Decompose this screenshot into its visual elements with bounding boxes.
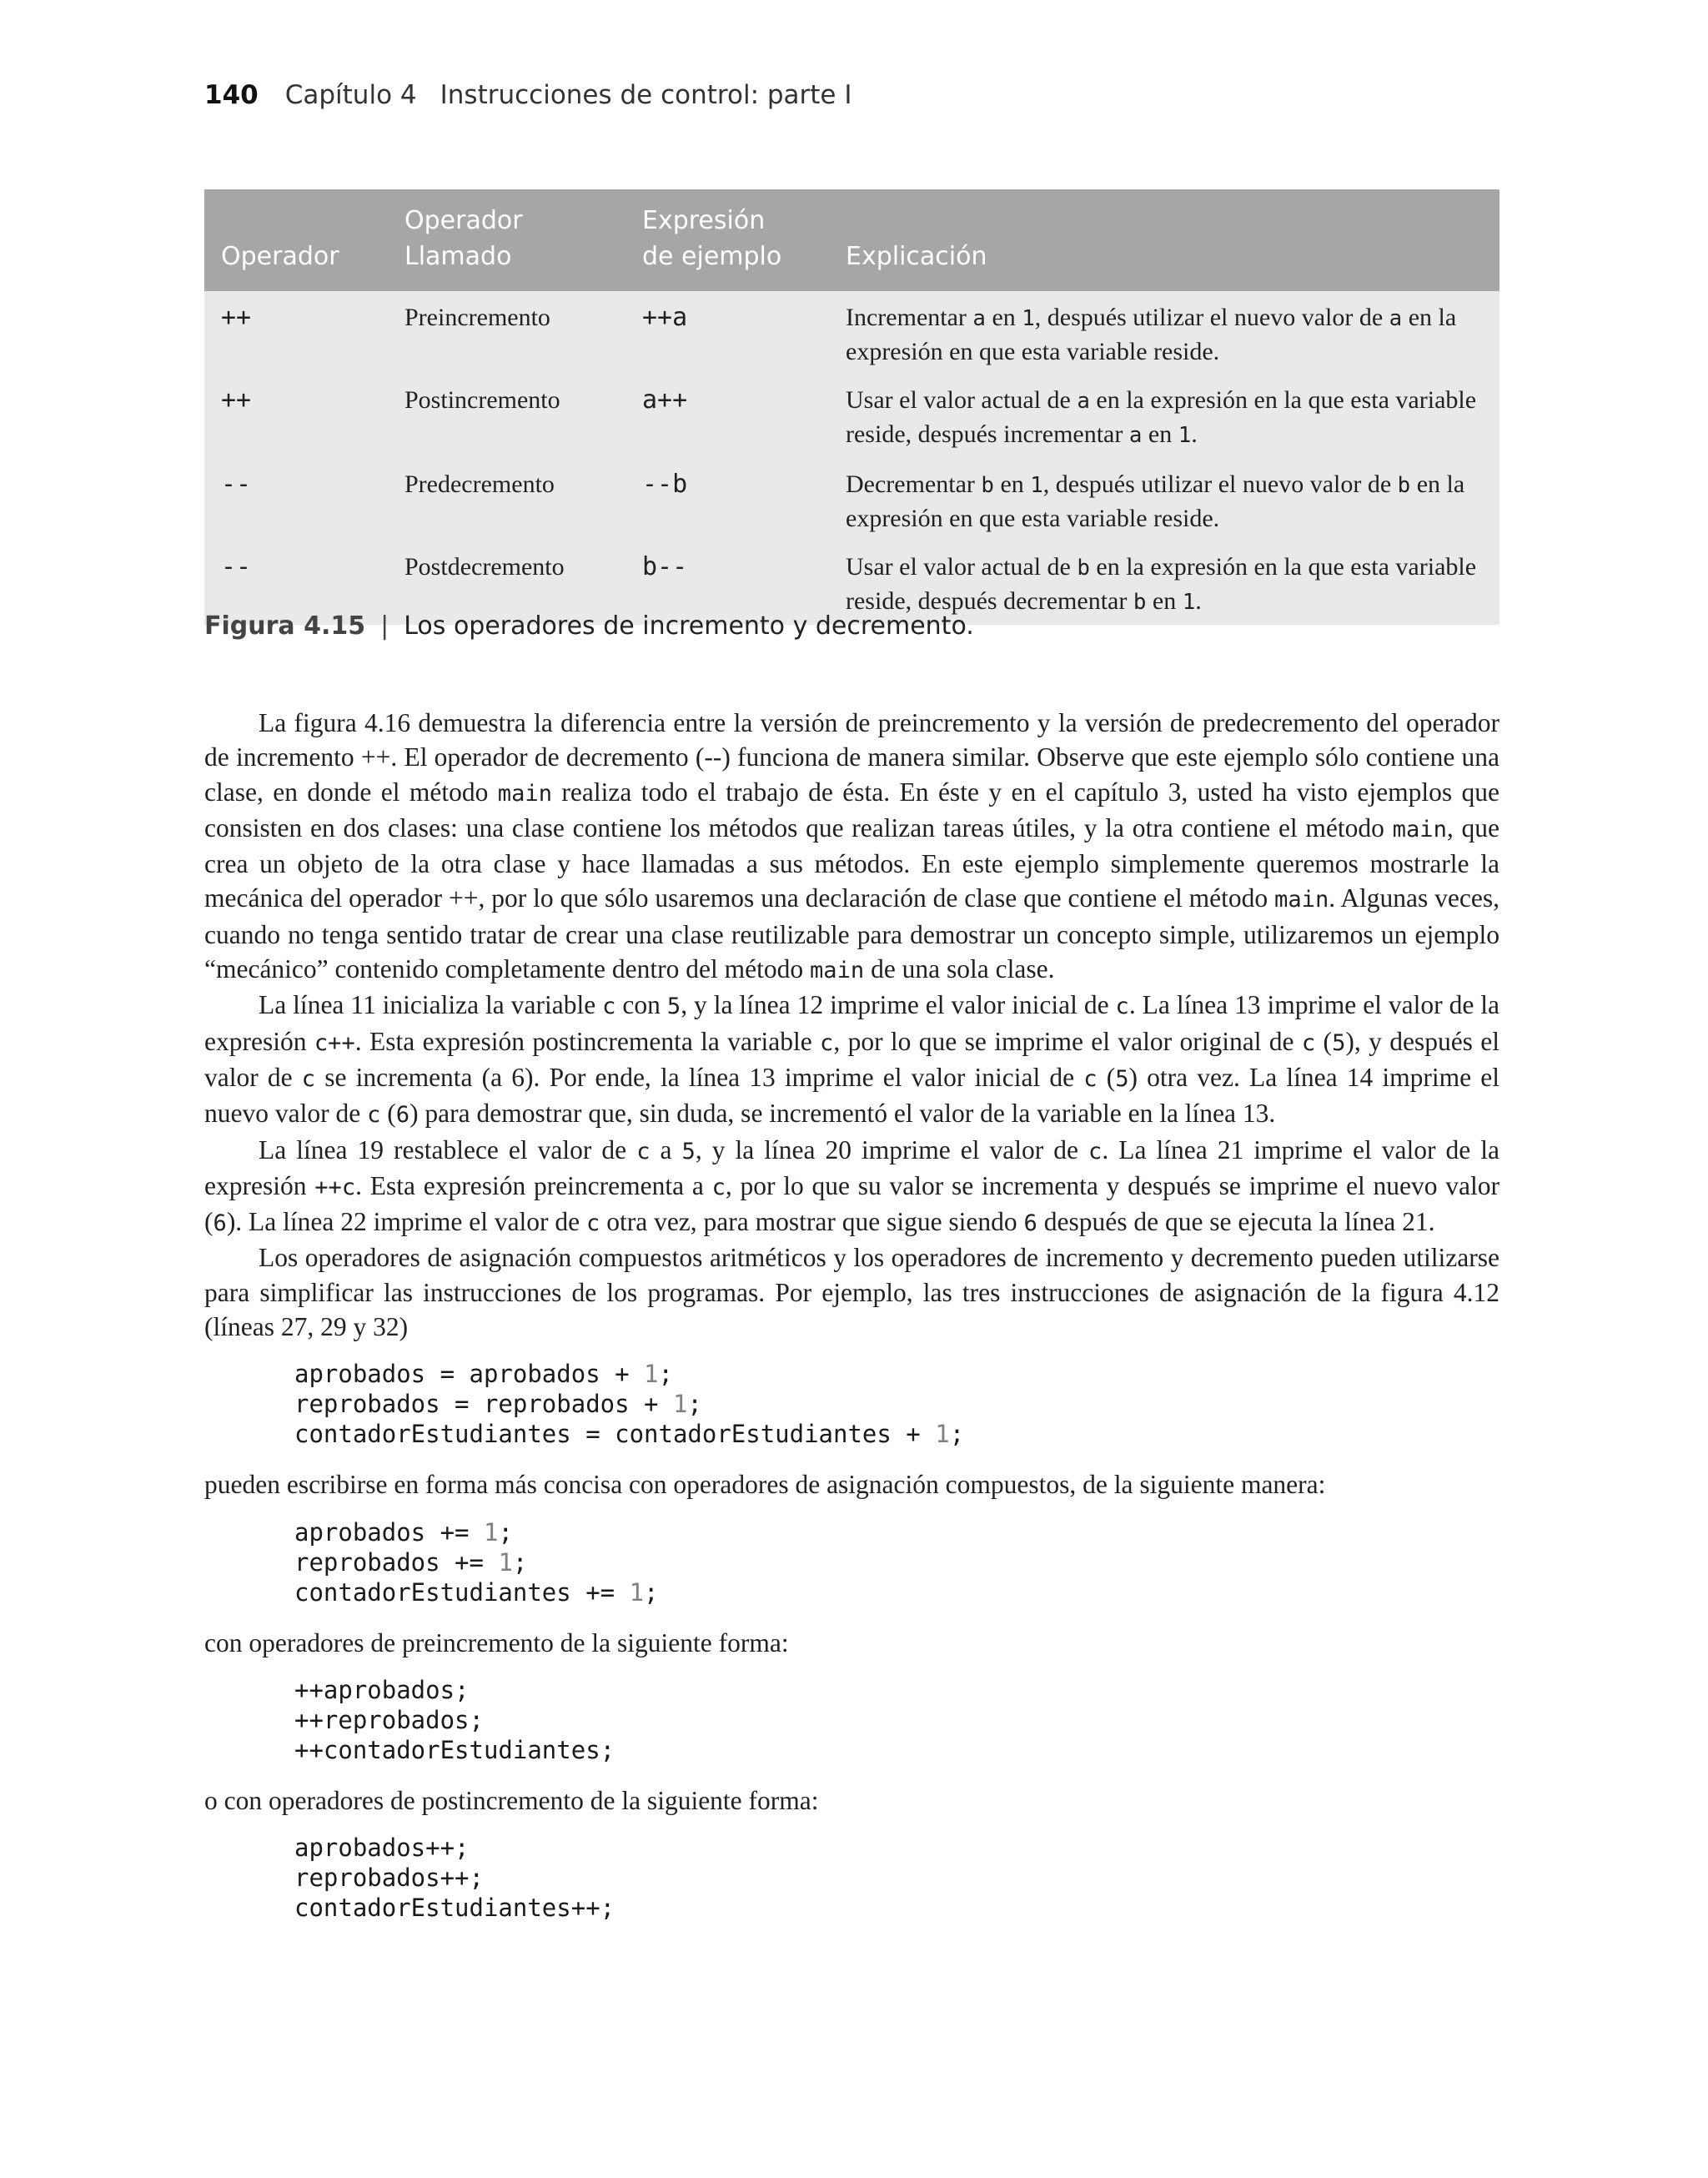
chapter-label: Capítulo 4: [284, 80, 417, 110]
code-block: ++aprobados; ++reprobados; ++contadorEstudiantes;: [294, 1675, 615, 1764]
example-cell: b--: [642, 552, 688, 581]
name-cell: Predecremento: [404, 470, 555, 498]
paragraph: o con operadores de postincremento de la siguiente forma:: [204, 1785, 819, 1815]
table-row: [204, 374, 1500, 458]
caption-text: Los operadores de incremento y decremento.: [404, 611, 974, 641]
body-text: [204, 706, 1500, 1941]
explanation-cell: Usar el valor actual de b en la expresión en la que esta variable reside, después decrementar b en 1.: [846, 553, 1477, 615]
name-cell: Postdecremento: [404, 553, 565, 581]
operators-table: [204, 189, 1500, 625]
name-cell: Postincremento: [404, 386, 560, 414]
example-cell: ++a: [642, 303, 688, 332]
header-explanation: Explicación: [846, 242, 987, 271]
operator-cell: ++: [221, 385, 252, 415]
operator-cell: ++: [221, 303, 252, 332]
operator-cell: --: [221, 470, 252, 499]
paragraph: con operadores de preincremento de la siguiente forma:: [204, 1627, 789, 1657]
page-number: 140: [204, 80, 259, 110]
table-row: [204, 291, 1500, 374]
table-row: [204, 458, 1500, 541]
example-cell: --b: [642, 470, 688, 499]
figure-caption: [204, 611, 974, 641]
table-header-row: [204, 189, 1500, 291]
header-name: Operador Llamado: [404, 206, 523, 271]
header-example: Expresión de ejemplo: [642, 206, 782, 271]
paragraph: La línea 11 inicializa la variable c con 5, y la línea 12 imprime el valor inicial de c. La línea 13 imprime el valor de la expresión c++. Esta expresión postincrementa la variable c, por lo que se imprime el valor original de c (5), y después el valor de c se incrementa (a 6). Por ende, la línea 13 imprime el valor inicial de c (5) otra vez. La línea 14 imprime el nuevo valor de c (6) para demostrar que, sin duda, se incrementó el valor de la variable en la línea 13.: [204, 990, 1500, 1129]
caption-separator: |: [380, 611, 389, 641]
chapter-title: Instrucciones de control: parte I: [440, 80, 852, 110]
operator-cell: --: [221, 552, 252, 581]
explanation-cell: Usar el valor actual de a en la expresión en la que esta variable reside, después incrementar a en 1.: [846, 386, 1477, 448]
code-block: aprobados = aprobados + 1; reprobados = reprobados + 1; contadorEstudiantes = contadorEstudiantes + 1;: [294, 1360, 965, 1449]
header-operator: Operador: [221, 242, 339, 271]
paragraph: pueden escribirse en forma más concisa con operadores de asignación compuestos, de la siguiente manera:: [204, 1470, 1326, 1500]
running-header: [204, 80, 852, 110]
paragraph: Los operadores de asignación compuestos aritméticos y los operadores de incremento y decremento pueden utilizarse para simplificar las instrucciones de los programas. Por ejemplo, las tres instrucciones de asignación de la figura 4.12 (líneas 27, 29 y 32): [204, 1243, 1500, 1342]
name-cell: Preincremento: [404, 304, 550, 331]
paragraph: La línea 19 restablece el valor de c a 5, y la línea 20 imprime el valor de c. La línea 21 imprime el valor de la expresión ++c. Esta expresión preincrementa a c, por lo que su valor se incrementa y después se imprime el nuevo valor (6). La línea 22 imprime el valor de c otra vez, para mostrar que sigue siendo 6 después de que se ejecuta la línea 21.: [204, 1134, 1500, 1237]
example-cell: a++: [642, 385, 688, 415]
code-block: aprobados += 1; reprobados += 1; contadorEstudiantes += 1;: [294, 1517, 659, 1607]
figure-label: Figura 4.15: [204, 611, 366, 641]
code-block: aprobados++; reprobados++; contadorEstudiantes++;: [294, 1833, 615, 1923]
paragraph: La figura 4.16 demuestra la diferencia entre la versión de preincremento y la versión de predecremento del operador de incremento ++. El operador de decremento (--) funciona de manera similar. Observe que este ejemplo sólo contiene una clase, en donde el método main realiza todo el trabajo de ésta. En éste y en el capítulo 3, usted ha visto ejemplos que consisten en dos clases: una clase contiene los métodos que realizan tareas útiles, y la otra contiene el método main, que crea un objeto de la otra clase y hace llamadas a sus métodos. En este ejemplo simplemente queremos mostrarle la mecánica del operador ++, por lo que sólo usaremos una declaración de clase que contiene el método main. Algunas veces, cuando no tenga sentido tratar de crear una clase reutilizable para demostrar un concepto simple, utilizaremos un ejemplo “mecánico” contenido completamente dentro del método main de una sola clase.: [204, 708, 1500, 984]
explanation-cell: Decrementar b en 1, después utilizar el nuevo valor de b en la expresión en que esta variable reside.: [846, 470, 1465, 532]
explanation-cell: Incrementar a en 1, después utilizar el nuevo valor de a en la expresión en que esta variable reside.: [846, 304, 1457, 365]
